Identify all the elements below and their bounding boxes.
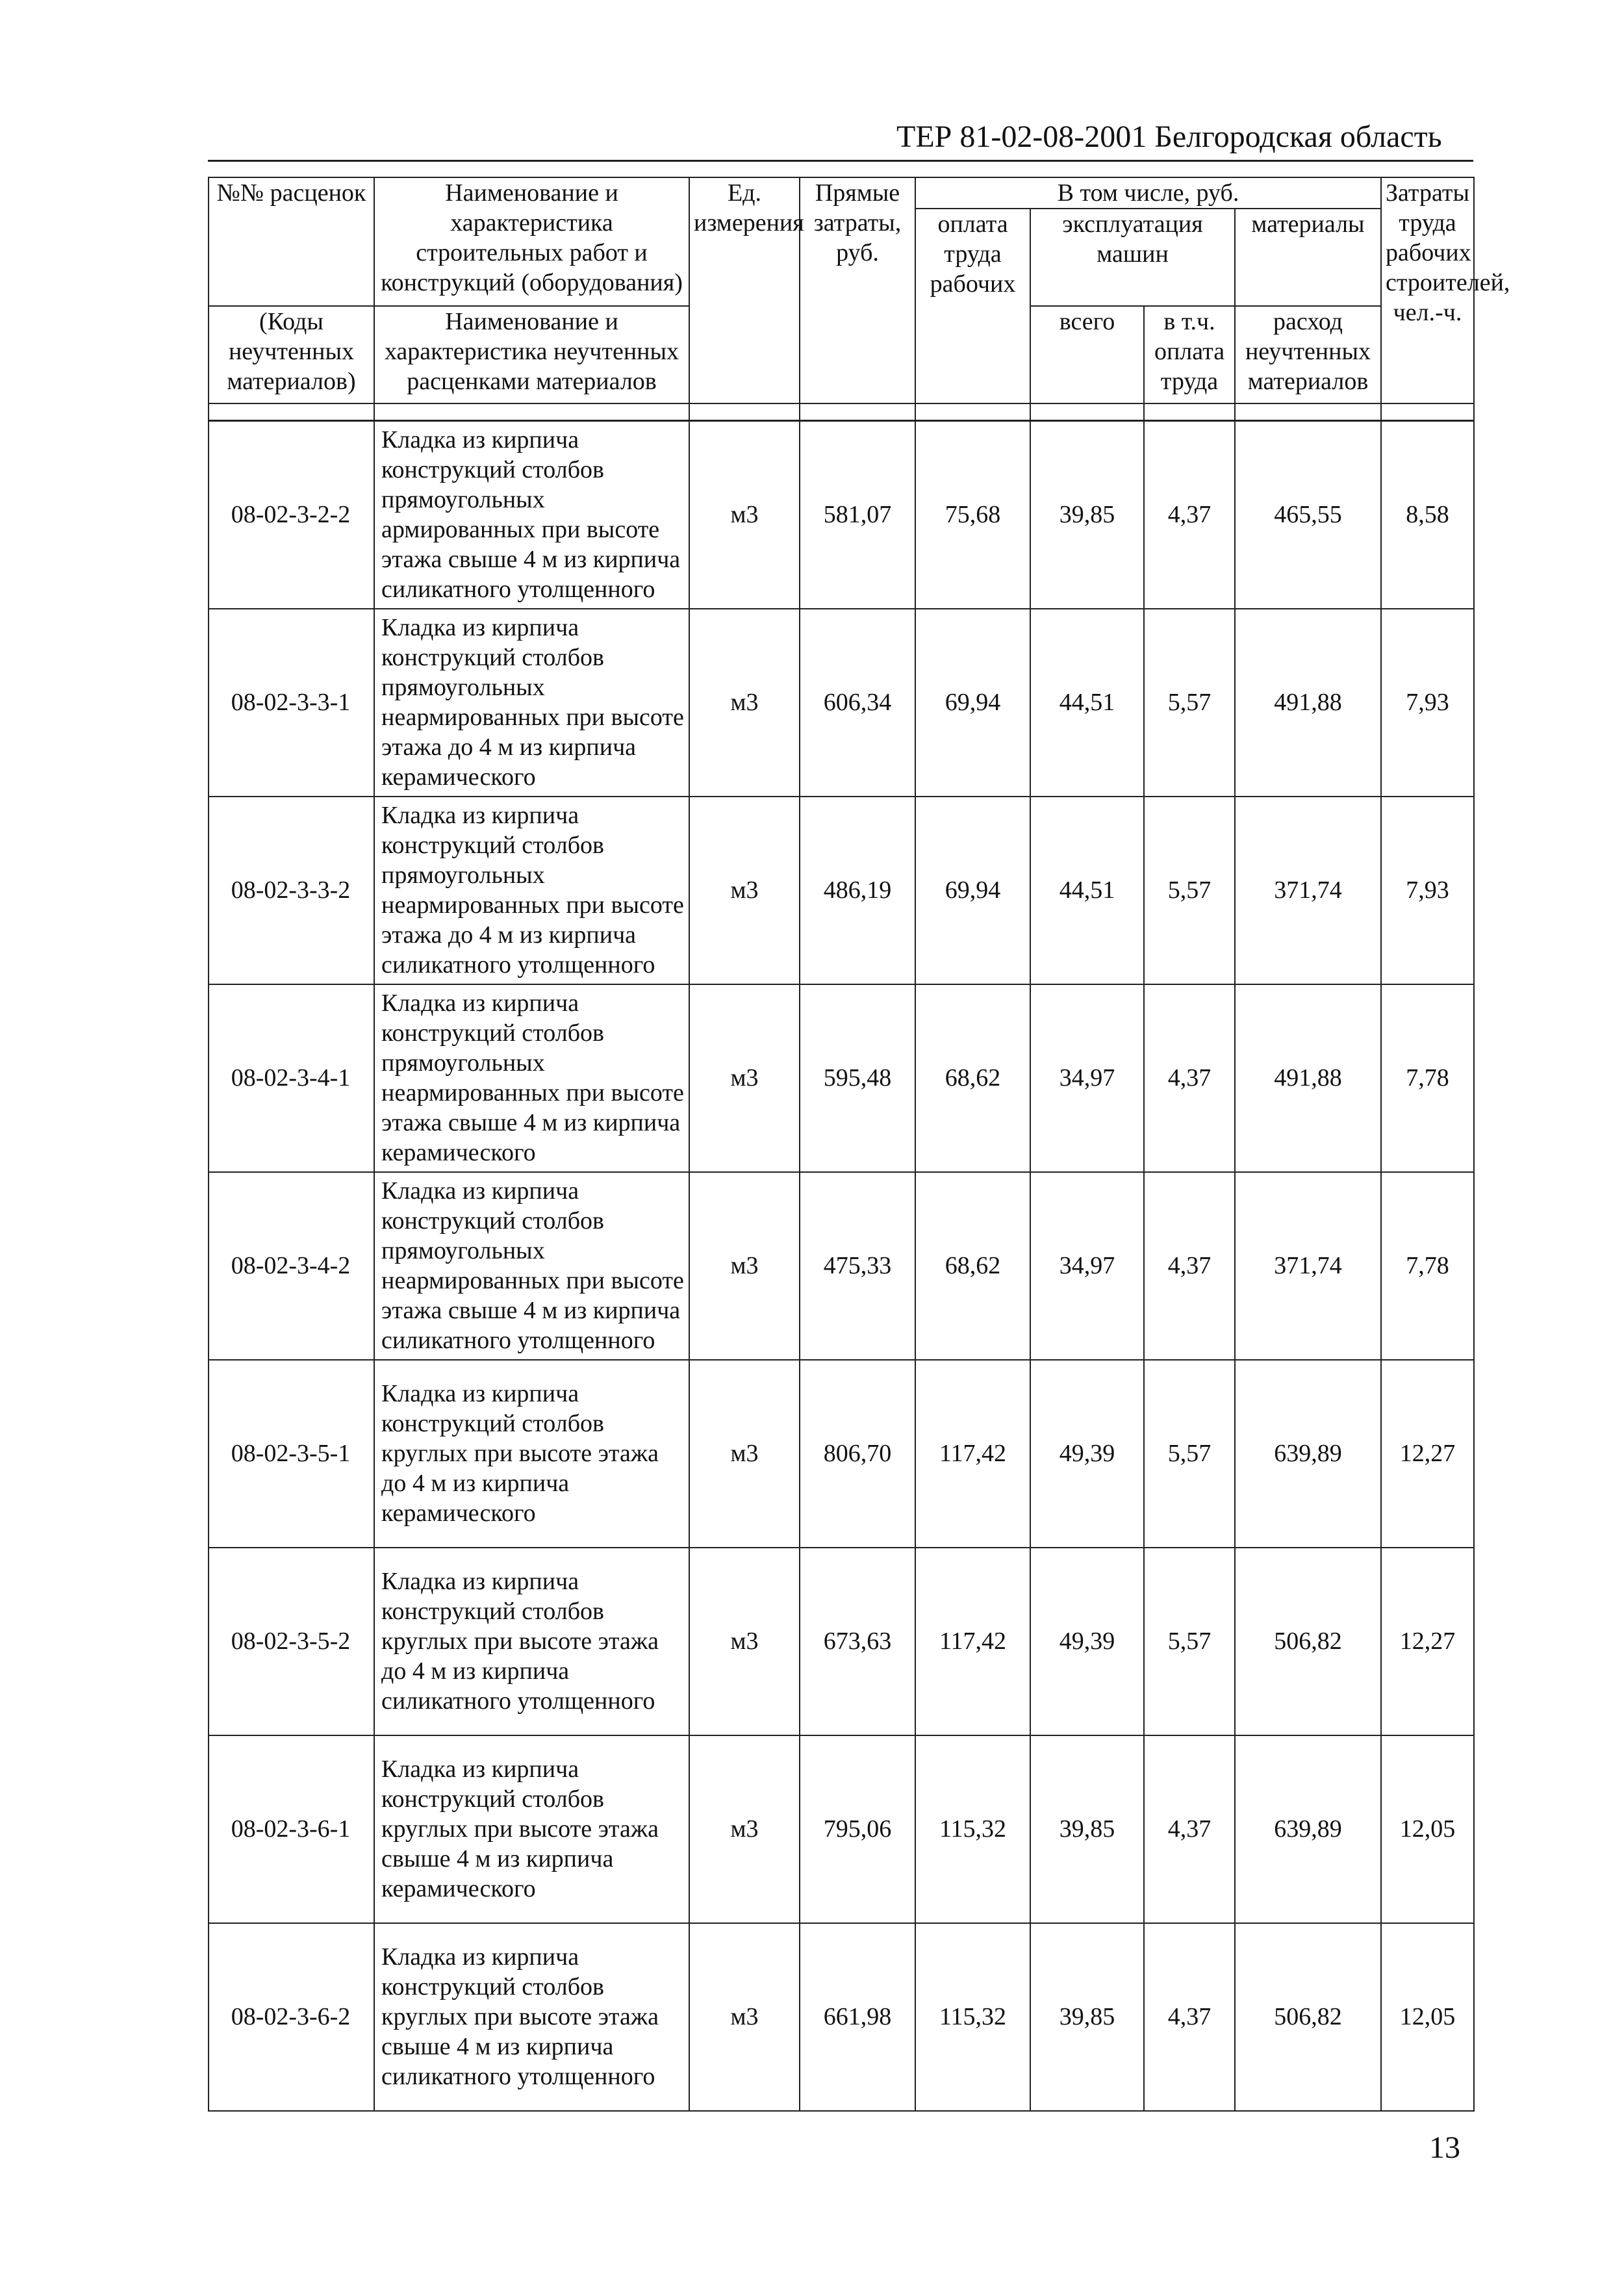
table-body	[209, 421, 1474, 2111]
header-including: В том числе, руб.	[915, 177, 1381, 209]
labor-cost: 7,93	[1381, 609, 1474, 797]
spacer-cell	[1030, 403, 1144, 421]
rate-code: 08-02-3-4-1	[209, 984, 374, 1172]
spacer-cell	[1144, 403, 1235, 421]
work-name: Кладка из кирпича конструкций столбов круглых при высоте этажа свыше 4 м из кирпича керамического	[374, 1735, 689, 1923]
machines-labor: 4,37	[1144, 1923, 1235, 2111]
work-name: Кладка из кирпича конструкций столбов прямоугольных неармированных при высоте этажа до 4 м из кирпича силикатного утолщенного	[374, 797, 689, 984]
unit: м3	[689, 797, 800, 984]
work-name: Кладка из кирпича конструкций столбов прямоугольных армированных при высоте этажа свыше 4 м из кирпича силикатного утолщенного	[374, 421, 689, 609]
work-name: Кладка из кирпича конструкций столбов прямоугольных неармированных при высоте этажа свыше 4 м из кирпича силикатного утолщенного	[374, 1172, 689, 1360]
labor-cost: 12,27	[1381, 1548, 1474, 1735]
direct-costs: 806,70	[800, 1360, 915, 1548]
labor-cost: 12,27	[1381, 1360, 1474, 1548]
spacer-cell	[689, 403, 800, 421]
rate-code: 08-02-3-4-2	[209, 1172, 374, 1360]
labor-cost: 7,78	[1381, 984, 1474, 1172]
direct-costs: 606,34	[800, 609, 915, 797]
machines-total: 44,51	[1030, 797, 1144, 984]
work-name: Кладка из кирпича конструкций столбов круглых при высоте этажа до 4 м из кирпича керамического	[374, 1360, 689, 1548]
machines-labor: 4,37	[1144, 984, 1235, 1172]
labor-cost: 12,05	[1381, 1923, 1474, 2111]
machines-total: 39,85	[1030, 421, 1144, 609]
labor-pay: 69,94	[915, 797, 1030, 984]
labor-pay: 68,62	[915, 1172, 1030, 1360]
unit: м3	[689, 1923, 800, 2111]
machines-labor: 5,57	[1144, 1360, 1235, 1548]
table-header	[209, 177, 1510, 421]
spacer-cell	[800, 403, 915, 421]
work-name: Кладка из кирпича конструкций столбов круглых при высоте этажа свыше 4 м из кирпича силикатного утолщенного	[374, 1923, 689, 2111]
labor-pay: 115,32	[915, 1735, 1030, 1923]
header-code-sub: (Коды неучтенных материалов)	[209, 306, 374, 403]
materials: 491,88	[1235, 609, 1381, 797]
machines-labor: 4,37	[1144, 1735, 1235, 1923]
document-header-title: ТЕР 81-02-08-2001 Белгородская область	[896, 120, 1442, 154]
header-unit: Ед. измерения	[689, 177, 800, 403]
labor-pay: 117,42	[915, 1360, 1030, 1548]
labor-pay: 69,94	[915, 609, 1030, 797]
labor-cost: 7,78	[1381, 1172, 1474, 1360]
labor-cost: 8,58	[1381, 421, 1474, 609]
header-name: Наименование и характеристика строительных работ и конструкций (оборудования)	[374, 177, 689, 306]
machines-total: 39,85	[1030, 1923, 1144, 2111]
table-row	[209, 1548, 1474, 1735]
machines-labor: 4,37	[1144, 421, 1235, 609]
machines-total: 34,97	[1030, 984, 1144, 1172]
direct-costs: 595,48	[800, 984, 915, 1172]
table-row	[209, 984, 1474, 1172]
unit: м3	[689, 1360, 800, 1548]
direct-costs: 581,07	[800, 421, 915, 609]
machines-labor: 5,57	[1144, 609, 1235, 797]
direct-costs: 673,63	[800, 1548, 915, 1735]
direct-costs: 475,33	[800, 1172, 915, 1360]
rate-code: 08-02-3-5-2	[209, 1548, 374, 1735]
table-row	[209, 797, 1474, 984]
rate-code: 08-02-3-6-1	[209, 1735, 374, 1923]
direct-costs: 795,06	[800, 1735, 915, 1923]
header-name-sub: Наименование и характеристика неучтенных расценками материалов	[374, 306, 689, 403]
labor-pay: 68,62	[915, 984, 1030, 1172]
header-labor-pay: оплата труда рабочих	[915, 209, 1030, 403]
machines-total: 34,97	[1030, 1172, 1144, 1360]
header-machines-total: всего	[1030, 306, 1144, 403]
table-row	[209, 1735, 1474, 1923]
materials: 371,74	[1235, 797, 1381, 984]
materials: 371,74	[1235, 1172, 1381, 1360]
header-code: №№ расценок	[209, 177, 374, 306]
labor-cost: 12,05	[1381, 1735, 1474, 1923]
spacer-cell	[915, 403, 1030, 421]
header-machines: эксплуатация машин	[1030, 209, 1235, 306]
labor-cost: 7,93	[1381, 797, 1474, 984]
labor-pay: 75,68	[915, 421, 1030, 609]
direct-costs: 661,98	[800, 1923, 915, 2111]
spacer-cell	[1381, 403, 1474, 421]
table-row	[209, 421, 1474, 609]
spacer-cell	[1235, 403, 1381, 421]
rates-table	[208, 177, 1510, 2112]
table-row	[209, 1172, 1474, 1360]
header-materials: материалы	[1235, 209, 1381, 306]
table-row	[209, 1360, 1474, 1548]
header-rule	[208, 160, 1473, 162]
header-materials-sub: расход неучтенных материалов	[1235, 306, 1381, 403]
work-name: Кладка из кирпича конструкций столбов прямоугольных неармированных при высоте этажа свыше 4 м из кирпича керамического	[374, 984, 689, 1172]
labor-pay: 115,32	[915, 1923, 1030, 2111]
machines-labor: 5,57	[1144, 1548, 1235, 1735]
rate-code: 08-02-3-3-1	[209, 609, 374, 797]
direct-costs: 486,19	[800, 797, 915, 984]
materials: 639,89	[1235, 1360, 1381, 1548]
work-name: Кладка из кирпича конструкций столбов круглых при высоте этажа до 4 м из кирпича силикатного утолщенного	[374, 1548, 689, 1735]
table-row	[209, 609, 1474, 797]
unit: м3	[689, 1735, 800, 1923]
work-name: Кладка из кирпича конструкций столбов прямоугольных неармированных при высоте этажа до 4 м из кирпича керамического	[374, 609, 689, 797]
unit: м3	[689, 421, 800, 609]
materials: 506,82	[1235, 1923, 1381, 2111]
spacer-cell	[209, 403, 374, 421]
materials: 465,55	[1235, 421, 1381, 609]
machines-total: 39,85	[1030, 1735, 1144, 1923]
header-direct-costs: Прямые затраты, руб.	[800, 177, 915, 403]
materials: 639,89	[1235, 1735, 1381, 1923]
labor-pay: 117,42	[915, 1548, 1030, 1735]
header-spacer	[209, 403, 1474, 421]
machines-total: 49,39	[1030, 1360, 1144, 1548]
unit: м3	[689, 609, 800, 797]
machines-total: 49,39	[1030, 1548, 1144, 1735]
header-labor-cost: Затраты труда рабочих строителей, чел.-ч.	[1381, 177, 1474, 403]
page-number: 13	[1429, 2130, 1460, 2165]
unit: м3	[689, 984, 800, 1172]
machines-total: 44,51	[1030, 609, 1144, 797]
unit: м3	[689, 1172, 800, 1360]
rate-code: 08-02-3-2-2	[209, 421, 374, 609]
rate-code: 08-02-3-3-2	[209, 797, 374, 984]
rate-code: 08-02-3-6-2	[209, 1923, 374, 2111]
rate-code: 08-02-3-5-1	[209, 1360, 374, 1548]
materials: 506,82	[1235, 1548, 1381, 1735]
header-machines-labor: в т.ч. оплата труда	[1144, 306, 1235, 403]
unit: м3	[689, 1548, 800, 1735]
spacer-cell	[374, 403, 689, 421]
materials: 491,88	[1235, 984, 1381, 1172]
machines-labor: 5,57	[1144, 797, 1235, 984]
table-row	[209, 1923, 1474, 2111]
machines-labor: 4,37	[1144, 1172, 1235, 1360]
